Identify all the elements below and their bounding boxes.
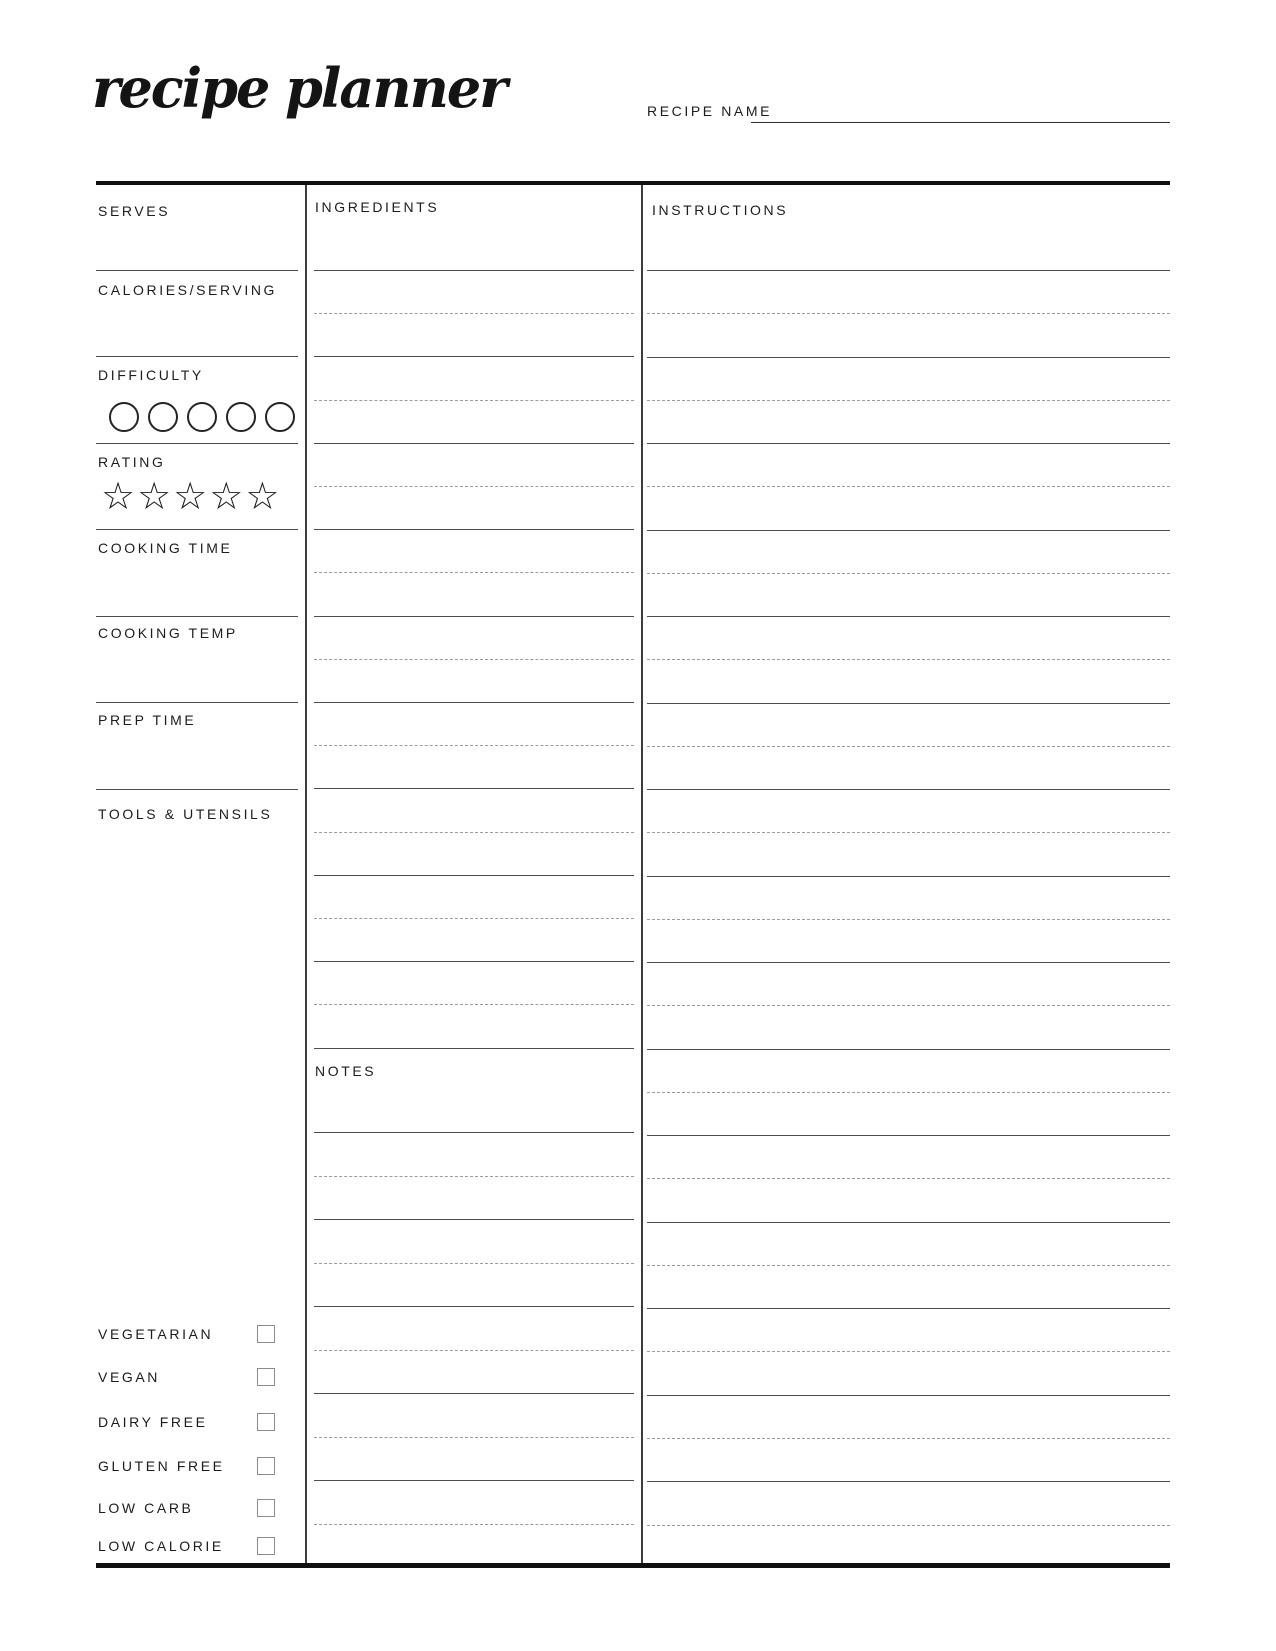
ruled-line — [96, 529, 298, 530]
ruled-line — [314, 270, 634, 271]
ruled-line — [647, 1265, 1170, 1266]
rating-star-icon[interactable]: ☆ — [101, 474, 138, 518]
difficulty-circle-icon[interactable] — [109, 402, 139, 432]
ruled-line — [314, 529, 634, 530]
ruled-line — [647, 1178, 1170, 1179]
vegetarian-checkbox[interactable] — [257, 1325, 275, 1343]
tools-utensils-label: TOOLS & UTENSILS — [98, 806, 273, 822]
difficulty-selector — [109, 402, 295, 432]
ruled-line — [314, 1437, 634, 1438]
difficulty-circle-icon[interactable] — [265, 402, 295, 432]
low-calorie-checkbox[interactable] — [257, 1537, 275, 1555]
dairy-free-checkbox[interactable] — [257, 1413, 275, 1431]
dietary-row-low-calorie — [98, 1534, 275, 1558]
low-carb-label: LOW CARB — [98, 1499, 194, 1516]
vegan-label: VEGAN — [98, 1368, 161, 1385]
ruled-line — [314, 572, 634, 573]
ruled-line — [647, 1222, 1170, 1223]
difficulty-circle-icon[interactable] — [226, 402, 256, 432]
ruled-line — [314, 788, 634, 789]
low-calorie-label: LOW CALORIE — [98, 1537, 224, 1554]
rating-star-icon[interactable]: ☆ — [137, 474, 174, 518]
column-divider-left — [305, 185, 307, 1563]
ruled-line — [314, 659, 634, 660]
serves-label: SERVES — [98, 203, 171, 219]
difficulty-circle-icon[interactable] — [148, 402, 178, 432]
ruled-line — [647, 1438, 1170, 1439]
ruled-line — [647, 270, 1170, 271]
ruled-line — [96, 443, 298, 444]
prep-time-label: PREP TIME — [98, 712, 197, 728]
gluten-free-checkbox[interactable] — [257, 1457, 275, 1475]
ruled-line — [314, 1132, 634, 1133]
ruled-line — [314, 313, 634, 314]
ruled-line — [314, 1048, 634, 1049]
ruled-line — [647, 313, 1170, 314]
difficulty-circle-icon[interactable] — [187, 402, 217, 432]
recipe-name-label: RECIPE NAME — [647, 103, 773, 119]
column-divider-right — [641, 185, 643, 1563]
ruled-line — [96, 270, 298, 271]
ruled-line — [647, 1308, 1170, 1309]
ruled-line — [314, 1480, 634, 1481]
ruled-line — [647, 486, 1170, 487]
dietary-row-gluten-free — [98, 1454, 275, 1478]
ruled-line — [314, 1263, 634, 1264]
ruled-line — [314, 745, 634, 746]
ruled-line — [314, 875, 634, 876]
dairy-free-label: DAIRY FREE — [98, 1413, 208, 1430]
ruled-line — [647, 876, 1170, 877]
instructions-label: INSTRUCTIONS — [652, 202, 789, 218]
rating-label: RATING — [98, 454, 166, 470]
notes-label: NOTES — [315, 1063, 377, 1079]
ruled-line — [314, 961, 634, 962]
ruled-line — [96, 789, 298, 790]
ruled-line — [314, 356, 634, 357]
cooking-time-label: COOKING TIME — [98, 540, 233, 556]
ruled-line — [647, 962, 1170, 963]
ruled-line — [647, 832, 1170, 833]
ruled-line — [647, 443, 1170, 444]
ruled-line — [647, 616, 1170, 617]
bottom-border-rule — [96, 1563, 1170, 1568]
vegan-checkbox[interactable] — [257, 1368, 275, 1386]
ruled-line — [647, 1525, 1170, 1526]
ruled-line — [314, 1176, 634, 1177]
ruled-line — [647, 789, 1170, 790]
ruled-line — [647, 573, 1170, 574]
dietary-row-dairy-free — [98, 1410, 275, 1434]
difficulty-label: DIFFICULTY — [98, 367, 204, 383]
recipe-name-input-line[interactable] — [751, 122, 1170, 123]
ruled-line — [314, 616, 634, 617]
ruled-line — [96, 616, 298, 617]
rating-star-icon[interactable]: ☆ — [209, 474, 246, 518]
dietary-row-vegetarian — [98, 1322, 275, 1346]
cooking-temp-label: COOKING TEMP — [98, 625, 238, 641]
ruled-line — [314, 702, 634, 703]
dietary-row-low-carb — [98, 1496, 275, 1520]
ruled-line — [314, 832, 634, 833]
ingredients-label: INGREDIENTS — [315, 199, 440, 215]
ruled-line — [647, 1049, 1170, 1050]
low-carb-checkbox[interactable] — [257, 1499, 275, 1517]
rating-selector — [101, 476, 281, 516]
ruled-line — [647, 357, 1170, 358]
ruled-line — [314, 486, 634, 487]
vegetarian-label: VEGETARIAN — [98, 1325, 214, 1342]
ruled-line — [647, 1481, 1170, 1482]
notes-writing-lines[interactable] — [314, 1132, 634, 1525]
ruled-line — [647, 1005, 1170, 1006]
dietary-row-vegan — [98, 1365, 275, 1389]
ruled-line — [647, 703, 1170, 704]
instructions-writing-lines[interactable] — [647, 270, 1170, 1526]
ingredients-writing-lines[interactable] — [314, 270, 634, 1049]
ruled-line — [314, 1393, 634, 1394]
ruled-line — [647, 1351, 1170, 1352]
ruled-line — [96, 356, 298, 357]
ruled-line — [314, 918, 634, 919]
ruled-line — [96, 702, 298, 703]
gluten-free-label: GLUTEN FREE — [98, 1457, 225, 1474]
calories-per-serving-label: CALORIES/SERVING — [98, 282, 278, 298]
ruled-line — [647, 1135, 1170, 1136]
rating-star-icon[interactable]: ☆ — [245, 474, 282, 518]
ruled-line — [647, 400, 1170, 401]
ruled-line — [314, 1524, 634, 1525]
ruled-line — [314, 400, 634, 401]
ruled-line — [314, 1219, 634, 1220]
ruled-line — [647, 1395, 1170, 1396]
ruled-line — [314, 1306, 634, 1307]
ruled-line — [647, 746, 1170, 747]
top-border-rule — [96, 181, 1170, 185]
ruled-line — [647, 530, 1170, 531]
ruled-line — [647, 919, 1170, 920]
ruled-line — [647, 659, 1170, 660]
ruled-line — [647, 1092, 1170, 1093]
rating-star-icon[interactable]: ☆ — [173, 474, 210, 518]
ruled-line — [314, 1350, 634, 1351]
ruled-line — [314, 1004, 634, 1005]
page-title: recipe planner — [92, 56, 506, 120]
ruled-line — [314, 443, 634, 444]
